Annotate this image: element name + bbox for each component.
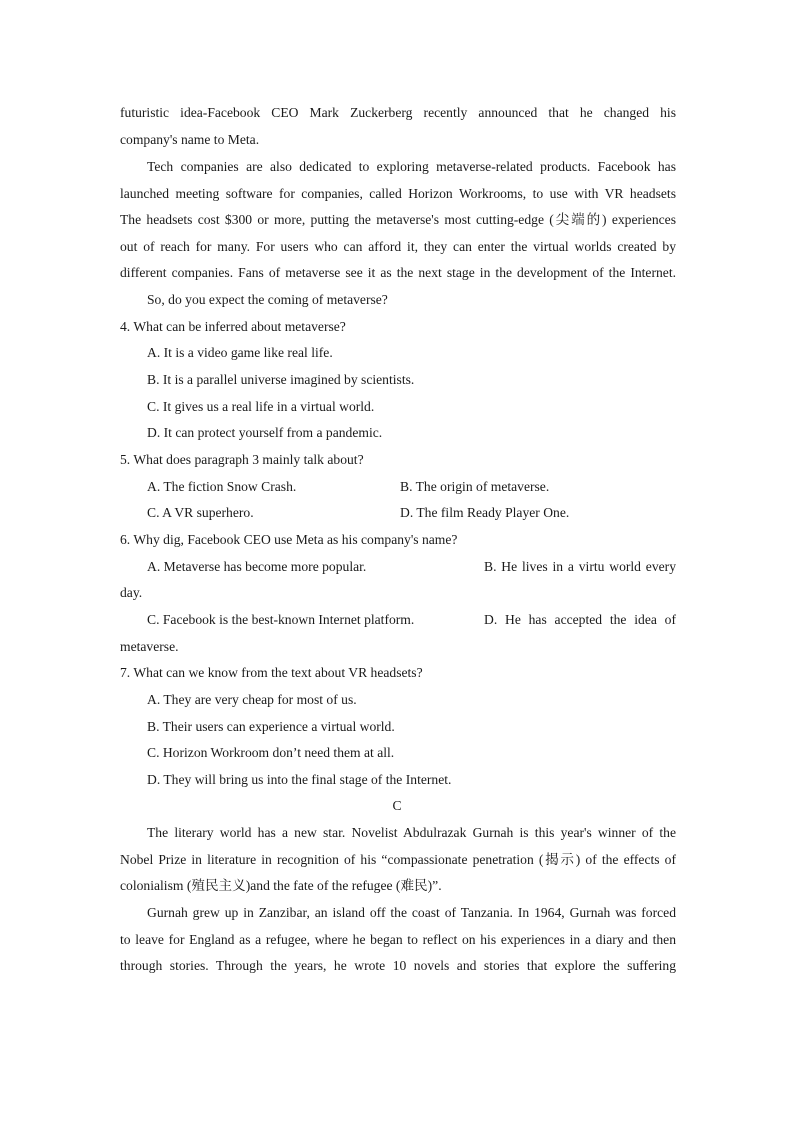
question-7-option-d: D. They will bring us into the final stage of the Internet. xyxy=(147,772,452,787)
passage-c-paragraph-2-line-3: through stories. Through the years, he wrote 10 novels and stories that explore the suffering xyxy=(120,958,676,973)
question-6-option-b-line-2: day. xyxy=(120,585,143,600)
question-7-option-c: C. Horizon Workroom don’t need them at all. xyxy=(147,745,395,760)
question-5-option-d: D. The film Ready Player One. xyxy=(400,505,570,520)
passage-b-paragraph-3-line-3: The headsets cost $300 or more, putting the metaverse's most cutting-edge (尖端的) experiences xyxy=(120,212,676,227)
question-6-option-d-line-1: D. He has accepted the idea of xyxy=(484,612,676,627)
question-4-option-c: C. It gives us a real life in a virtual world. xyxy=(147,399,375,414)
passage-b-paragraph-3-line-2: launched meeting software for companies, called Horizon Workrooms, to use with VR headsets xyxy=(120,186,676,201)
question-4-option-b: B. It is a parallel universe imagined by scientists. xyxy=(147,372,415,387)
passage-c-paragraph-1-line-3: colonialism (殖民主义)and the fate of the refugee (难民)”. xyxy=(120,878,442,893)
question-5-option-c: C. A VR superhero. xyxy=(147,505,254,520)
passage-c-paragraph-1-line-2: Nobel Prize in literature in recognition of his “compassionate penetration (揭示) of the effects of xyxy=(120,852,676,867)
passage-c-heading: C xyxy=(392,798,402,813)
passage-c-paragraph-2-line-1: Gurnah grew up in Zanzibar, an island off the coast of Tanzania. In 1964, Gurnah was forced xyxy=(147,905,676,920)
question-7-option-a: A. They are very cheap for most of us. xyxy=(147,692,357,707)
question-4-stem: 4. What can be inferred about metaverse? xyxy=(120,319,346,334)
question-6-stem: 6. Why dig, Facebook CEO use Meta as his company's name? xyxy=(120,532,458,547)
question-6-option-a: A. Metaverse has become more popular. xyxy=(147,559,367,574)
question-6-option-d-line-2: metaverse. xyxy=(120,639,179,654)
passage-c-paragraph-1-line-1: The literary world has a new star. Novelist Abdulrazak Gurnah is this year's winner of the xyxy=(147,825,676,840)
question-6-option-b-line-1: B. He lives in a virtu world every xyxy=(484,559,676,574)
passage-b-paragraph-3-line-4: out of reach for many. For users who can afford it, they can enter the virtual worlds created by xyxy=(120,239,676,254)
passage-b-paragraph-2-line-2: company's name to Meta. xyxy=(120,132,260,147)
passage-c-paragraph-2-line-2: to leave for England as a refugee, where he began to reflect on his experiences in a diary and then xyxy=(120,932,676,947)
question-7-option-b: B. Their users can experience a virtual world. xyxy=(147,719,395,734)
passage-b-paragraph-2-line-1: futuristic idea-Facebook CEO Mark Zuckerberg recently announced that he changed his xyxy=(120,105,676,120)
question-5-stem: 5. What does paragraph 3 mainly talk about? xyxy=(120,452,364,467)
question-4-option-a: A. It is a video game like real life. xyxy=(147,345,333,360)
question-4-option-d: D. It can protect yourself from a pandemic. xyxy=(147,425,383,440)
question-5-option-b: B. The origin of metaverse. xyxy=(400,479,550,494)
question-5-option-a: A. The fiction Snow Crash. xyxy=(147,479,297,494)
question-7-stem: 7. What can we know from the text about VR headsets? xyxy=(120,665,423,680)
passage-b-paragraph-4: So, do you expect the coming of metaverse? xyxy=(147,292,388,307)
passage-b-paragraph-3-line-1: Tech companies are also dedicated to exploring metaverse-related products. Facebook has xyxy=(147,159,676,174)
passage-b-paragraph-3-line-5: different companies. Fans of metaverse see it as the next stage in the development of the Internet. xyxy=(120,265,676,280)
question-6-option-c: C. Facebook is the best-known Internet platform. xyxy=(147,612,415,627)
